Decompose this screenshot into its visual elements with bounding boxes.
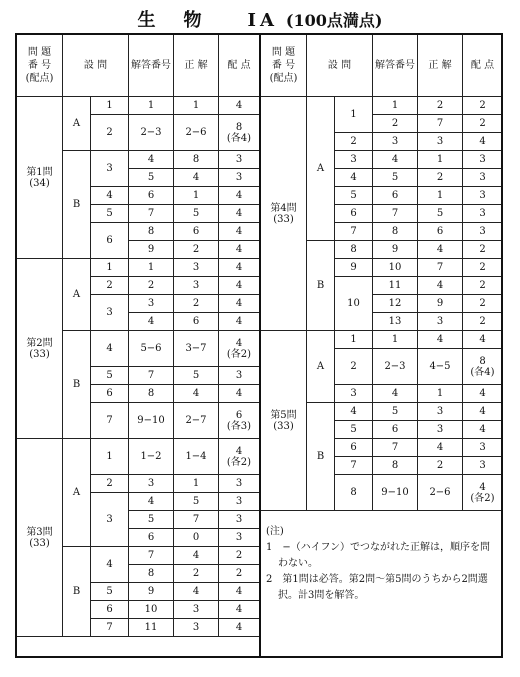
table-row: 5 7 3 (17, 511, 260, 529)
table-row: 5 9 4 4 (17, 583, 260, 601)
note-1: 1 −（ハイフン）でつながれた正解は，順序を問わない。 (266, 542, 491, 569)
q2-section-b: B (63, 331, 91, 439)
q4-label: 第4問 (33) (261, 97, 307, 331)
table-row: 3 4 1 4 (261, 385, 503, 403)
table-row: 5 4 3 (17, 169, 260, 187)
answer-table-right (260, 34, 503, 511)
table-row: 3 4 1 3 (261, 151, 503, 169)
table-row: B 4 7 4 2 (17, 547, 260, 565)
q3-section-b: B (63, 547, 91, 637)
header-kaito: 解答番号 (373, 35, 418, 97)
table-row: 2 7 2 (261, 115, 503, 133)
table-row: B 3 4 8 3 (17, 151, 260, 169)
table-row: 4 6 1 4 (17, 187, 260, 205)
q5-section-a: A (307, 331, 335, 403)
table-row: 6 7 5 3 (261, 205, 503, 223)
header-seikai: 正 解 (418, 35, 463, 97)
table-row: 8 2 2 (17, 565, 260, 583)
q5-label: 第5問 (33) (261, 331, 307, 511)
table-row: 9 2 4 (17, 241, 260, 259)
table-row: 6 10 3 4 (17, 601, 260, 619)
q1-section-a: A (63, 97, 91, 151)
table-row: 3 4 5 3 (17, 493, 260, 511)
points-title: (100点満点) (285, 11, 383, 30)
header-setsumon: 設 問 (63, 35, 129, 97)
answer-table-left (16, 34, 260, 637)
q5-section-b: B (307, 403, 335, 511)
q4-section-b: B (307, 241, 335, 331)
q2-label: 第2問 (33) (17, 259, 63, 439)
table-row: 7 8 2 3 (261, 457, 503, 475)
subject-title: 生物 (137, 10, 230, 31)
table-row: 5 6 3 4 (261, 421, 503, 439)
table-row: 12 9 2 (261, 295, 503, 313)
q3-label: 第3問 (33) (17, 439, 63, 637)
notes-heading: (注) (266, 526, 284, 537)
table-row: 5 7 5 4 (17, 205, 260, 223)
table-row: 6 8 4 4 (17, 385, 260, 403)
note-2: 2 第1問は必答。第2問〜第5問のうちから2問選択。計3問を解答。 (266, 574, 488, 601)
table-row: B 4 5 3 4 (261, 403, 503, 421)
table-row: 9 10 7 2 (261, 259, 503, 277)
table-row: 4 5 2 3 (261, 169, 503, 187)
header-kaito: 解答番号 (129, 35, 174, 97)
header-seikai: 正 解 (174, 35, 219, 97)
table-row: B 8 9 4 2 (261, 241, 503, 259)
table-row: 2 3 1 3 (17, 475, 260, 493)
table-row: 3 3 2 4 (17, 295, 260, 313)
course-title: IA (247, 10, 278, 31)
header-row (261, 35, 503, 97)
table-row: B 4 5−6 3−7 4 (各2) (17, 331, 260, 367)
table-row: 5 7 5 3 (17, 367, 260, 385)
header-mondai: 問 題 番 号 (配点) (261, 35, 307, 97)
table-row: 第1問 (34) A 1 1 1 4 (17, 97, 260, 115)
table-row: 7 8 6 3 (261, 223, 503, 241)
table-row: 4 6 4 (17, 313, 260, 331)
table-row: 第3問 (33) A 1 1−2 1−4 4 (各2) (17, 439, 260, 475)
q2-section-a: A (63, 259, 91, 331)
q1-label: 第1問 (34) (17, 97, 63, 259)
table-row: 6 7 4 3 (261, 439, 503, 457)
table-row: 7 11 3 4 (17, 619, 260, 637)
table-row: 2 2 3 4 (17, 277, 260, 295)
page-title (0, 6, 520, 32)
table-row: 6 8 6 4 (17, 223, 260, 241)
header-haiten: 配 点 (463, 35, 503, 97)
table-row: 7 9−10 2−7 6 (各3) (17, 403, 260, 439)
header-haiten: 配 点 (219, 35, 260, 97)
table-row: 2 3 3 4 (261, 133, 503, 151)
table-row: 2 2−3 2−6 8 (各4) (17, 115, 260, 151)
notes-box (266, 524, 498, 604)
q1-section-b: B (63, 151, 91, 259)
table-row: 6 0 3 (17, 529, 260, 547)
q4-section-a: A (307, 97, 335, 241)
table-row: 10 11 4 2 (261, 277, 503, 295)
table-row: 第2問 (33) A 1 1 3 4 (17, 259, 260, 277)
table-row: 5 6 1 3 (261, 187, 503, 205)
table-row: 第4問 (33) A 1 1 2 2 (261, 97, 503, 115)
header-row (17, 35, 260, 97)
table-row: 13 3 2 (261, 313, 503, 331)
table-row: 第5問 (33) A 1 1 4 4 (261, 331, 503, 349)
header-setsumon: 設 問 (307, 35, 373, 97)
table-row: 2 2−3 4−5 8 (各4) (261, 349, 503, 385)
q3-section-a: A (63, 439, 91, 547)
header-mondai: 問 題 番 号 (配点) (17, 35, 63, 97)
table-row: 8 9−10 2−6 4 (各2) (261, 475, 503, 511)
